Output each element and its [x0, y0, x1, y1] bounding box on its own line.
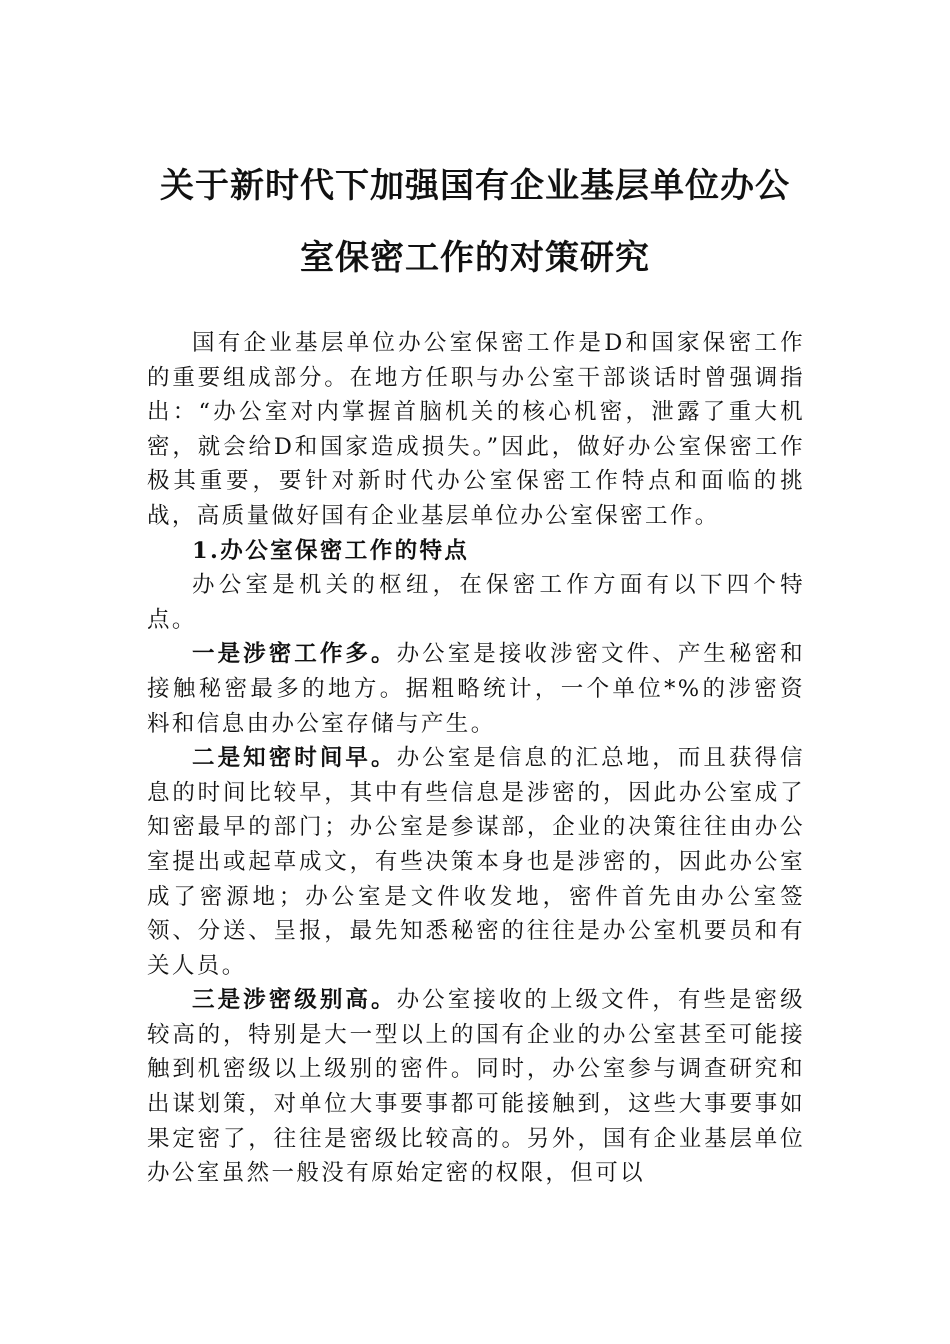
point-three-text: 办公室接收的上级文件，有些是密级较高的，特别是大一型以上的国有企业的办公室甚至可能接触到机密级以上级别的密件。同时，办公室参与调查研究和出谋划策，对单位大事要事都可能接触到，这些大事要事如果定密了，往往是密级比较高的。另外，国有企业基层单位办公室虽然一般没有原始定密的权限，但可以: [147, 987, 806, 1187]
document-title-line-2: 室保密工作的对策研究: [300, 238, 650, 278]
point-two-paragraph: [147, 741, 805, 983]
intro-paragraph: [147, 326, 805, 534]
point-two-text: 办公室是信息的汇总地，而且获得信息的时间比较早，其中有些信息是涉密的，因此办公室成了知密最早的部门；办公室是参谋部，企业的决策往往由办公室提出或起草成文，有些决策本身也是涉密的，因此办公室成了密源地；办公室是文件收发地，密件首先由办公室签领、分送、呈报，最先知悉秘密的往往是办公室机要员和有关人员。: [147, 745, 806, 979]
point-three-lead: 三是涉密级别高。: [192, 987, 397, 1014]
document-title-line-1: 关于新时代下加强国有企业基层单位办公: [160, 166, 790, 206]
intro-text: 国有企业基层单位办公室保密工作是D和国家保密工作的重要组成部分。在地方任职与办公室干部谈话时曾强调指出：“办公室对内掌握首脑机关的核心机密，泄露了重大机密，就会给D和国家造成损失。”因此，做好办公室保密工作极其重要，要针对新时代办公室保密工作特点和面临的挑战，高质量做好国有企业基层单位办公室保密工作。: [147, 330, 805, 529]
point-one-paragraph: [147, 637, 805, 741]
document-body: [147, 326, 805, 1191]
point-three-paragraph: [147, 983, 805, 1191]
section-heading-text: 1.办公室保密工作的特点: [192, 537, 470, 564]
point-one-text: 办公室是接收涉密文件、产生秘密和接触秘密最多的地方。据粗略统计，一个单位*%的涉密资料和信息由办公室存储与产生。: [147, 641, 806, 737]
point-two-lead: 二是知密时间早。: [192, 745, 397, 772]
section-intro-paragraph: [147, 568, 805, 637]
point-one-lead: 一是涉密工作多。: [192, 641, 397, 668]
section-intro-text: 办公室是机关的枢纽，在保密工作方面有以下四个特点。: [147, 572, 805, 633]
section-heading: [147, 534, 805, 569]
